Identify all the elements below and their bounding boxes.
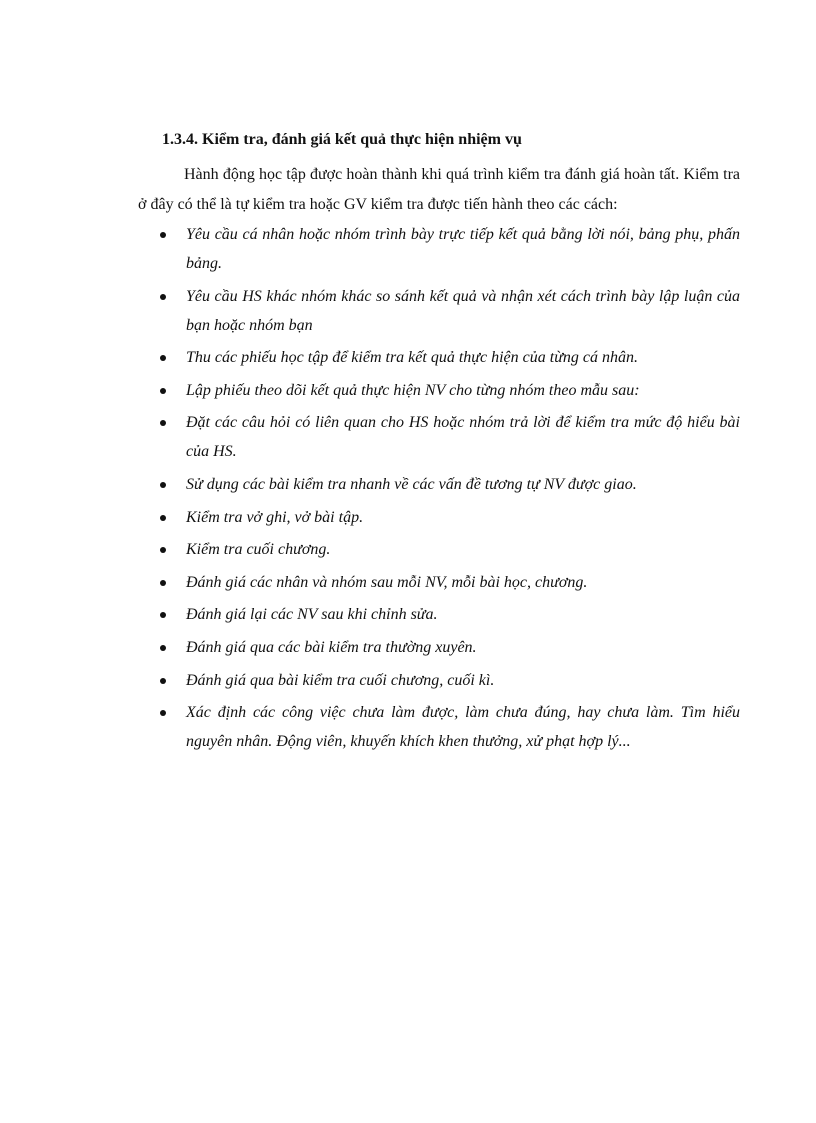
list-item <box>160 698 740 756</box>
list-item-text: Yêu cầu HS khác nhóm khác so sánh kết quả và nhận xét cách trình bày lập luận của bạn hoặc nhóm bạn <box>186 287 740 334</box>
bullet-icon <box>160 355 166 361</box>
list-item <box>160 408 740 466</box>
bullet-icon <box>160 580 166 586</box>
intro-paragraph: Hành động học tập được hoàn thành khi quá trình kiểm tra đánh giá hoàn tất. Kiểm tra ở đây có thể là tự kiểm tra hoặc GV kiểm tra được tiến hành theo các cách: <box>138 166 740 213</box>
list-item-text: Đặt các câu hỏi có liên quan cho HS hoặc nhóm trả lời để kiểm tra mức độ hiểu bài của HS. <box>186 414 740 461</box>
list-item-text: Kiểm tra vở ghi, vở bài tập. <box>186 508 364 526</box>
bullet-icon <box>160 232 166 238</box>
list-item-text: Kiểm tra cuối chương. <box>186 541 331 559</box>
list-item <box>160 568 740 597</box>
bullet-icon <box>160 710 166 716</box>
bullet-icon <box>160 294 166 300</box>
list-item-text: Xác định các công việc chưa làm được, làm chưa đúng, hay chưa làm. Tìm hiểu nguyên nhân. Động viên, khuyến khích khen thưởng, xử phạt hợp lý... <box>186 704 740 751</box>
bullet-icon <box>160 482 166 488</box>
section-heading: 1.3.4. Kiểm tra, đánh giá kết quả thực hiện nhiệm vụ <box>162 131 522 148</box>
bullet-icon <box>160 515 166 521</box>
list-item <box>160 220 740 278</box>
list-item-text: Sử dụng các bài kiểm tra nhanh về các vấn đề tương tự NV được giao. <box>186 475 637 493</box>
list-item <box>160 633 740 662</box>
list-item <box>160 666 740 695</box>
bullet-icon <box>160 388 166 394</box>
bullet-icon <box>160 678 166 684</box>
list-item <box>160 503 740 532</box>
list-item-text: Đánh giá các nhân và nhóm sau mỗi NV, mỗi bài học, chương. <box>186 573 588 591</box>
list-item-text: Đánh giá qua các bài kiểm tra thường xuyên. <box>186 638 477 656</box>
list-item <box>160 470 740 499</box>
bullet-icon <box>160 645 166 651</box>
bullet-icon <box>160 547 166 553</box>
list-item-text: Đánh giá qua bài kiểm tra cuối chương, cuối kì. <box>186 671 495 689</box>
list-item-text: Đánh giá lại các NV sau khi chỉnh sửa. <box>186 606 438 624</box>
list-item <box>160 600 740 629</box>
list-item-text: Lập phiếu theo dõi kết quả thực hiện NV cho từng nhóm theo mẫu sau: <box>186 381 640 399</box>
list-item <box>160 376 740 405</box>
list-item-text: Thu các phiếu học tập để kiểm tra kết quả thực hiện của từng cá nhân. <box>186 349 639 367</box>
list-item <box>160 343 740 372</box>
list-item <box>160 535 740 564</box>
list-item-text: Yêu cầu cá nhân hoặc nhóm trình bày trực tiếp kết quả bằng lời nói, bảng phụ, phấn bảng. <box>186 226 740 272</box>
bullet-icon <box>160 420 166 426</box>
bullet-list <box>160 220 740 760</box>
list-item <box>160 282 740 340</box>
bullet-icon <box>160 612 166 618</box>
